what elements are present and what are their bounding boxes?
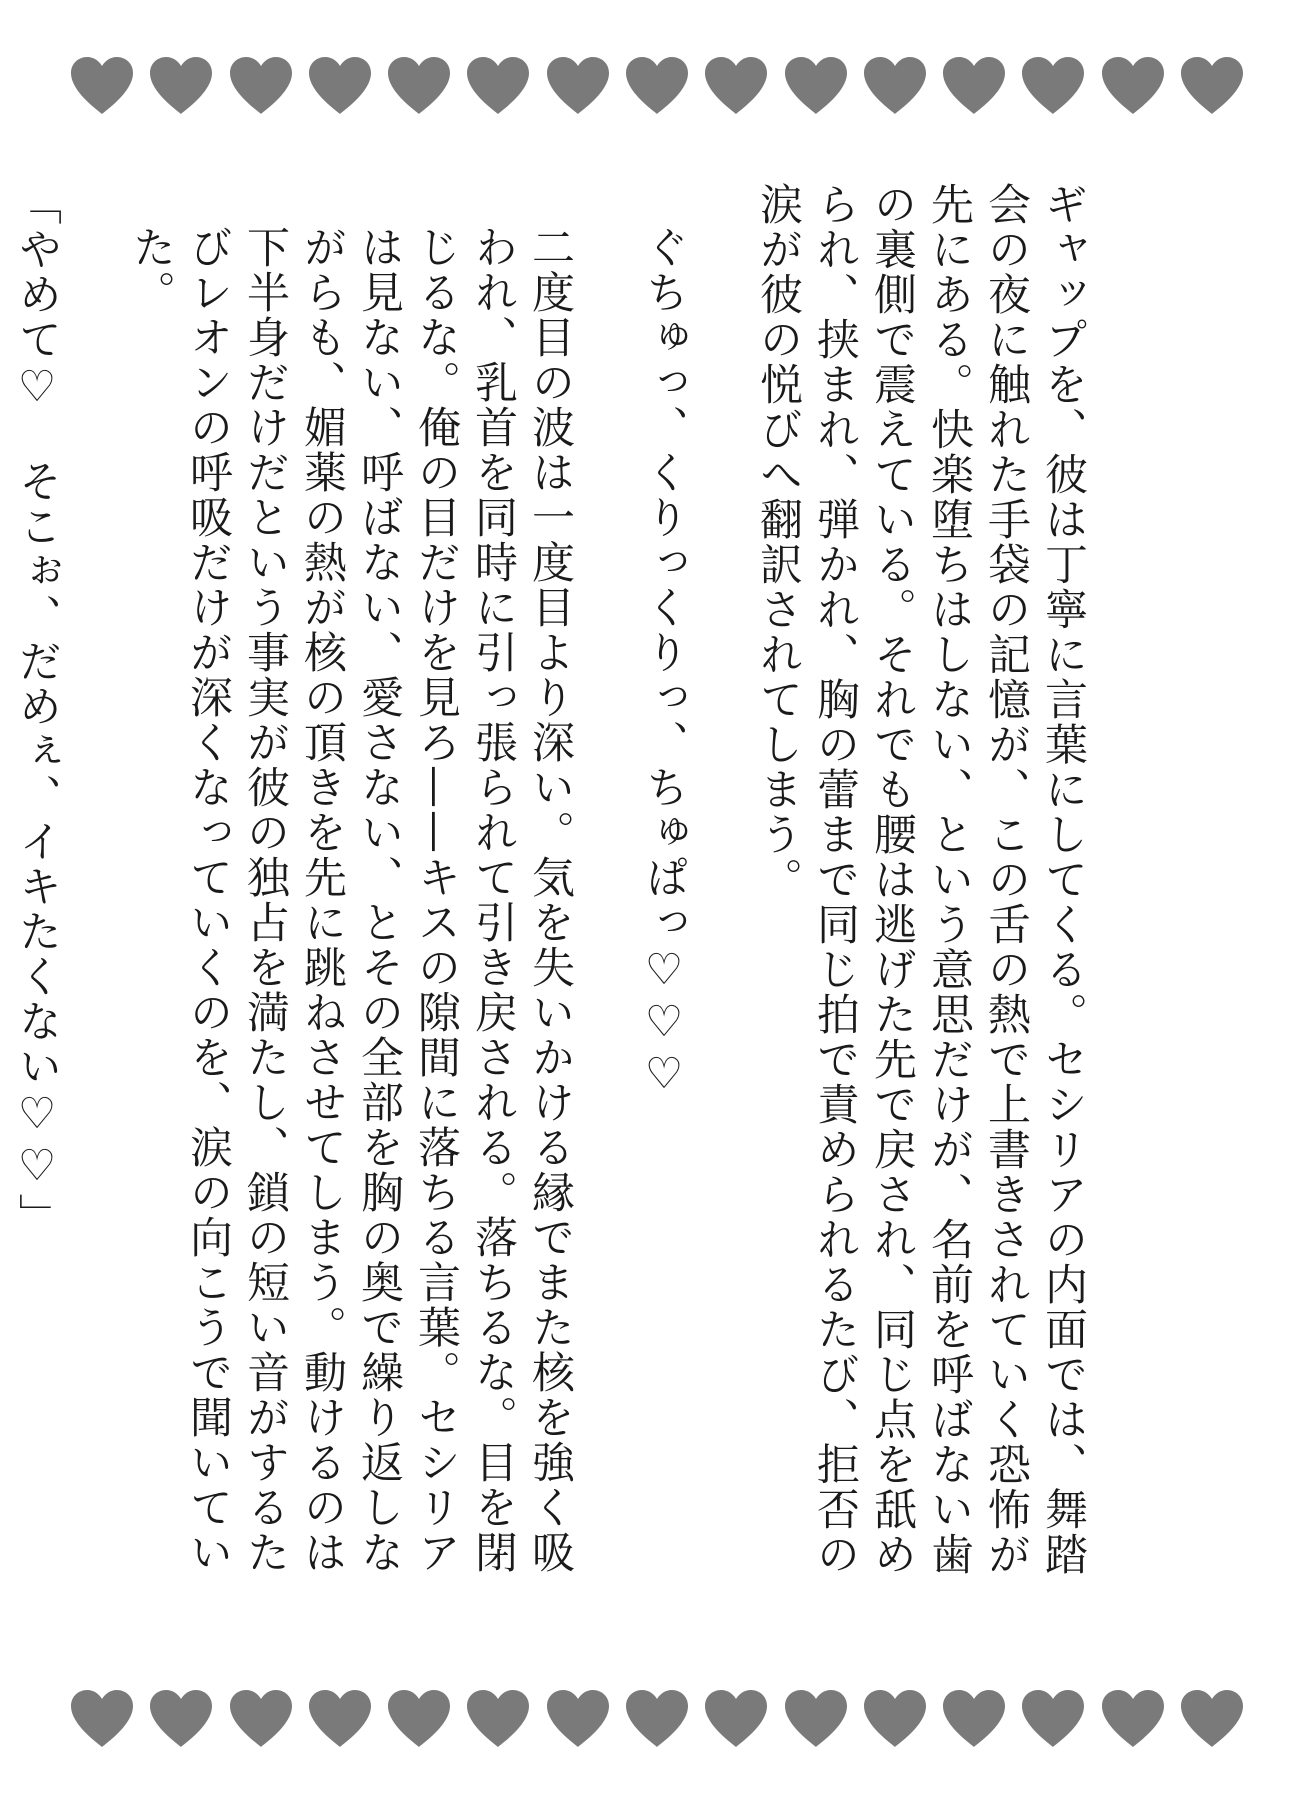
paragraph-onomatopoeia: ぐちゅっ、くりっくりっ、ちゅぱっ♡♡♡ <box>639 225 689 1101</box>
heart-icon <box>1179 56 1245 116</box>
paragraph-1: ギャップを、彼は丁寧に言葉にしてくる。セシリアの内面では、舞踏会の夜に触れた手袋の記憶が、この舌の熱で上書きされていく恐怖が先にある。快楽堕ちはしない、という意思だけが、名前を呼ばない歯の裏側で震えている。それでも腰は逃げた先で戻され、同じ点を舐められ、挟まれ、弾かれ、胸の蕾まで同じ拍で責められるたび、拒否の涙が彼の悦びへ翻訳されてしまう。 <box>753 182 1088 1577</box>
heart-icon <box>148 56 214 116</box>
heart-icon <box>783 1689 849 1749</box>
heart-icon <box>862 56 928 116</box>
heart-icon <box>148 1689 214 1749</box>
heart-icon <box>1100 56 1166 116</box>
novel-text <box>8 182 1091 1582</box>
heart-icon <box>1179 1689 1245 1749</box>
dialogue-line: 「やめて♡ そこぉ、だめぇ、イキたくない♡♡」 <box>12 182 62 1238</box>
heart-icon <box>545 1689 611 1749</box>
heart-icon <box>386 1689 452 1749</box>
blank-line <box>692 182 749 1582</box>
heart-icon <box>1100 1689 1166 1749</box>
heart-icon <box>228 1689 294 1749</box>
heart-border-top <box>69 56 1245 116</box>
heart-icon <box>465 56 531 116</box>
heart-icon <box>307 1689 373 1749</box>
heart-icon <box>69 56 135 116</box>
blank-line <box>65 182 122 1582</box>
paragraph-2: 二度目の波は一度目より深い。気を失いかける縁でまた核を強く吸われ、乳首を同時に引っ張られて引き戻される。落ちるな。目を閉じるな。俺の目だけを見ろ——キスの隙間に落ちる言葉。セシリアは見ない、呼ばない、愛さない、とその全部を胸の奥で繰り返しながらも、媚薬の熱が核の頂きを先に跳ねさせてしまう。動けるのは下半身だけだという事実が彼の独占を満たし、鎖の短い音がするたびレオンの呼吸だけが深くなっていくのを、涙の向こうで聞いていた。 <box>126 225 575 1575</box>
heart-icon <box>228 56 294 116</box>
heart-icon <box>941 1689 1007 1749</box>
heart-icon <box>545 56 611 116</box>
heart-icon <box>703 1689 769 1749</box>
heart-icon <box>307 56 373 116</box>
heart-icon <box>624 1689 690 1749</box>
heart-icon <box>69 1689 135 1749</box>
heart-icon <box>386 56 452 116</box>
heart-border-bottom <box>69 1689 1245 1749</box>
heart-icon <box>1020 1689 1086 1749</box>
heart-icon <box>703 56 769 116</box>
blank-line <box>578 182 635 1582</box>
heart-icon <box>624 56 690 116</box>
heart-icon <box>1020 56 1086 116</box>
heart-icon <box>465 1689 531 1749</box>
heart-icon <box>783 56 849 116</box>
heart-icon <box>941 56 1007 116</box>
heart-icon <box>862 1689 928 1749</box>
